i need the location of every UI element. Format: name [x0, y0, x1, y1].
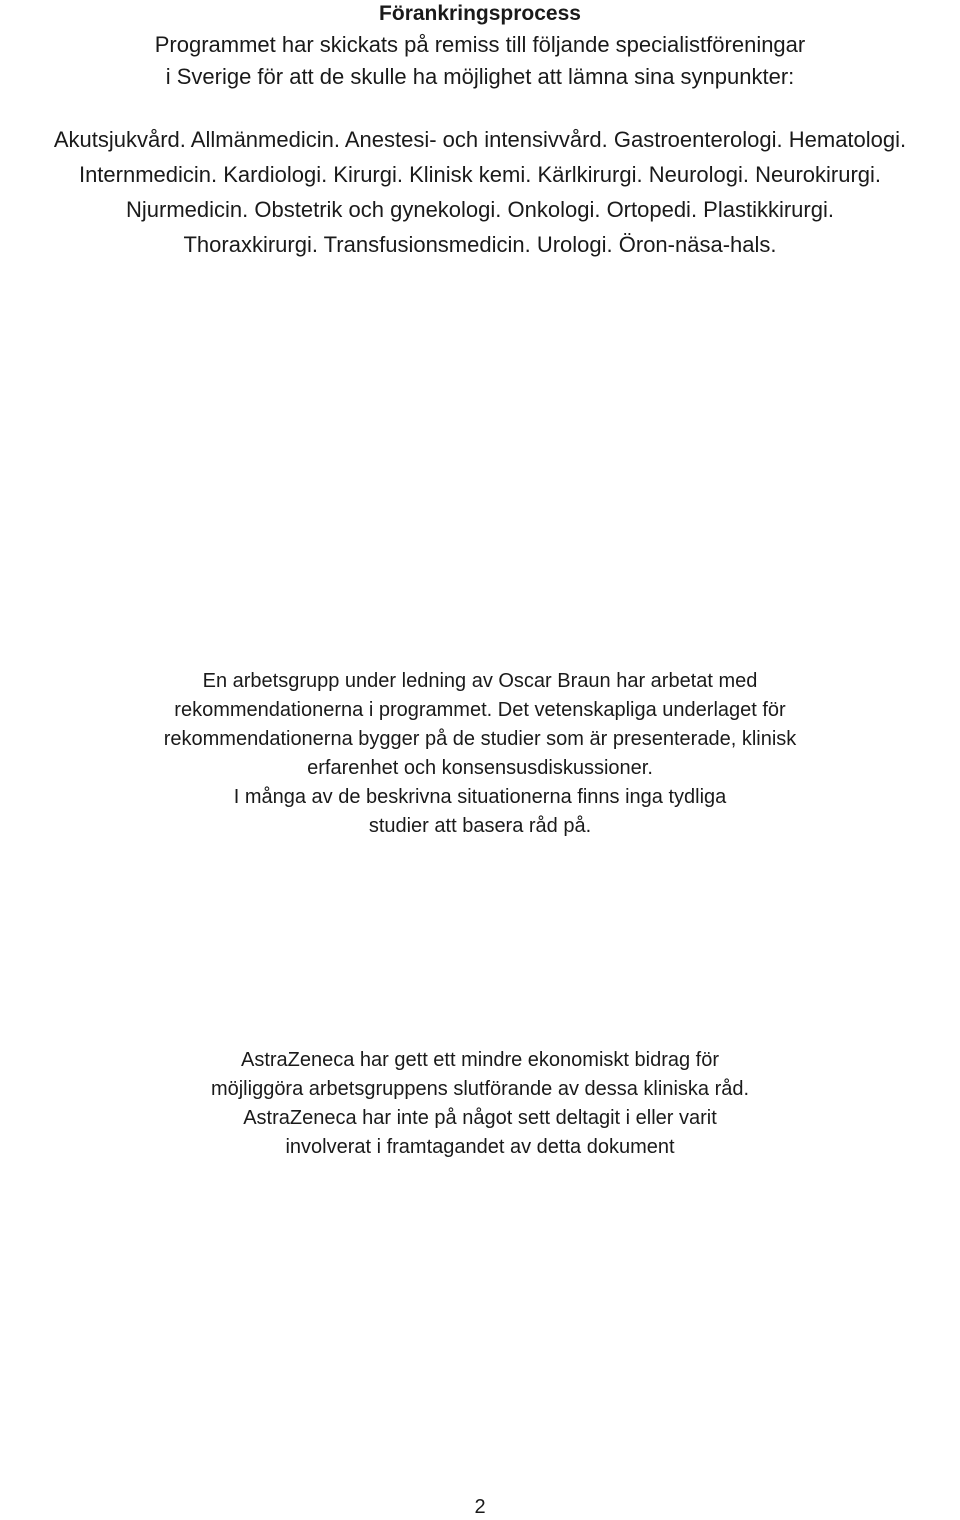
- specialties-line: Thoraxkirurgi. Transfusionsmedicin. Urologi. Öron-näsa-hals.: [183, 232, 777, 257]
- paragraph-line: I många av de beskrivna situationerna finns inga tydliga: [233, 786, 727, 808]
- intro-line: i Sverige för att de skulle ha möjlighet att lämna sina synpunkter:: [165, 64, 795, 89]
- page-number: 2: [474, 1496, 486, 1518]
- specialties-line: Njurmedicin. Obstetrik och gynekologi. Onkologi. Ortopedi. Plastikkirurgi.: [126, 197, 834, 222]
- paragraph-line: En arbetsgrupp under ledning av Oscar Braun har arbetat med: [202, 670, 758, 692]
- specialties-line: Internmedicin. Kardiologi. Kirurgi. Klinisk kemi. Kärlkirurgi. Neurologi. Neurokirurgi.: [78, 162, 882, 187]
- paragraph-line: rekommendationerna bygger på de studier som är presenterade, klinisk: [163, 728, 797, 750]
- section-heading: Förankringsprocess: [379, 2, 581, 25]
- specialties-line: Akutsjukvård. Allmänmedicin. Anestesi- och intensivvård. Gastroenterologi. Hematologi.: [53, 127, 907, 152]
- paragraph-line: AstraZeneca har gett ett mindre ekonomiskt bidrag för: [240, 1049, 719, 1071]
- paragraph-line: erfarenhet och konsensusdiskussioner.: [307, 757, 653, 779]
- paragraph-line: involverat i framtagandet av detta dokument: [285, 1136, 675, 1158]
- paragraph-line: studier att basera råd på.: [368, 815, 592, 837]
- paragraph-line: rekommendationerna i programmet. Det vetenskapliga underlaget för: [174, 699, 786, 721]
- intro-line: Programmet har skickats på remiss till följande specialistföreningar: [154, 32, 806, 57]
- paragraph-line: möjliggöra arbetsgruppens slutförande av dessa kliniska råd.: [210, 1078, 750, 1100]
- paragraph-line: AstraZeneca har inte på något sett deltagit i eller varit: [243, 1107, 717, 1129]
